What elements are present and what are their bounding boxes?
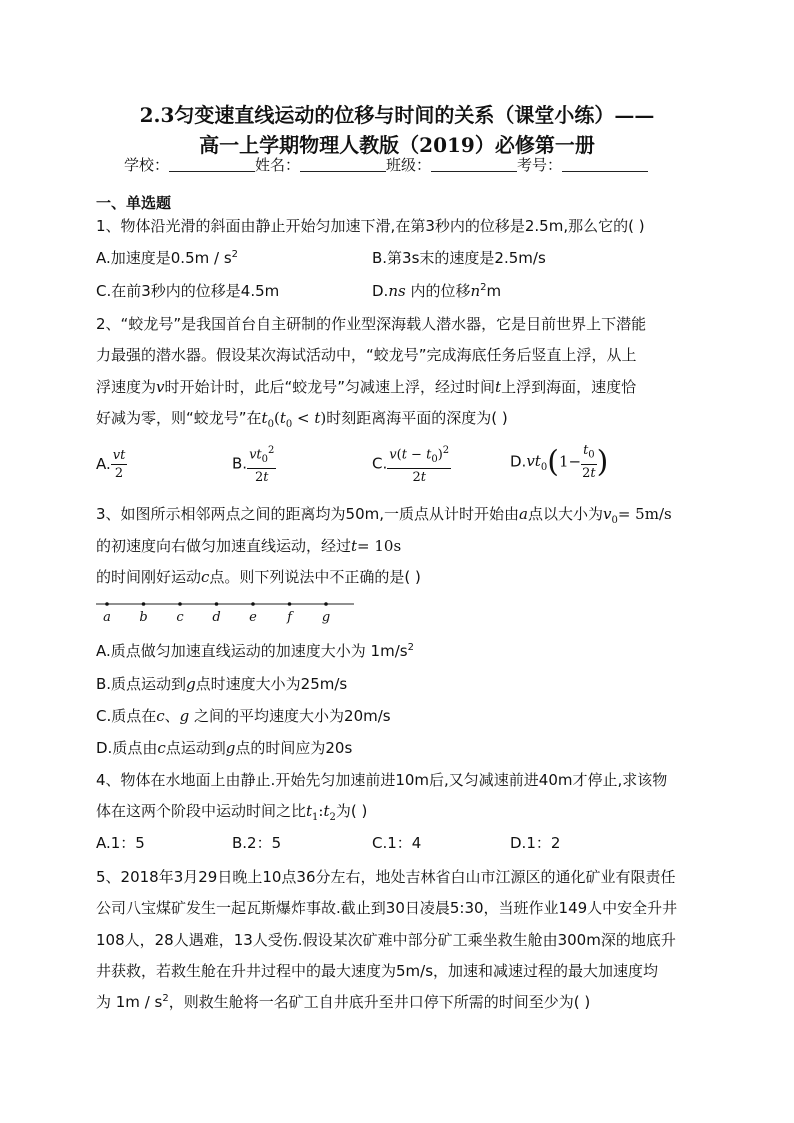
q4-ratio-expression: $t_1:t_2$ (306, 802, 336, 823)
diagram-point-f (288, 602, 292, 606)
q1-option-b[interactable]: B.第3s末的速度是2.5m/s (372, 249, 546, 267)
diagram-point-a (105, 602, 109, 606)
q4-line1: 4、物体在水地面上由静止.开始先匀加速前进10m后,又匀减速前进40m才停止,求该物 (96, 771, 668, 789)
school-label: 学校： (124, 156, 170, 174)
q5-line5: 为 $1m / s^2$，则救生舱将一名矿工自井底升至井口停下所需的时间至少为( ) (96, 993, 591, 1011)
q2-formula-a: $\frac{vt}{2}$ (112, 448, 126, 481)
q4-option-d[interactable]: D.1：2 (510, 834, 561, 852)
page-title-line1: 2.3匀变速直线运动的位移与时间的关系（课堂小练）—— (139, 103, 655, 127)
student-info-row (124, 154, 648, 175)
diagram-label-f: f (287, 610, 292, 625)
diagram-point-e (251, 602, 255, 606)
q3-option-c[interactable]: C.质点在c、g 之间的平均速度大小为20m/s (96, 707, 391, 725)
diagram-point-b (142, 602, 146, 606)
q2-line1: 2、“蛟龙号”是我国首台自主研制的作业型深海载人潜水器，它是目前世界上下潜能 (96, 315, 647, 333)
page-title-line2: 高一上学期物理人教版（2019）必修第一册 (199, 133, 595, 157)
q2-formula-b: $\frac{vt_0^2}{2t}$ (247, 442, 276, 486)
diagram-point-g (324, 602, 328, 606)
q4-line2: 体在这两个阶段中运动时间之比$t_1:t_2$为( ) (96, 802, 368, 823)
diagram-label-c: c (176, 610, 184, 625)
q3-line3: 的时间刚好运动c点。则下列说法中不正确的是( ) (96, 568, 421, 586)
v0-symbol: $v_0$ (602, 505, 618, 526)
q5-line2: 公司八宝煤矿发生一起瓦斯爆炸事故.截止到30日凌晨5:30，当班作业149人中安全升井 (96, 899, 678, 917)
name-label: 姓名： (255, 156, 301, 174)
diagram-label-b: b (139, 610, 148, 625)
q1-option-d[interactable]: D.ns 内的位移$n^2m$ (372, 282, 502, 300)
q2-time-expression: $t_0(t_0 < t)$ (261, 409, 327, 430)
q3-option-b[interactable]: B.质点运动到g点时速度大小为25m/s (96, 675, 348, 693)
q4-option-a[interactable]: A.1：5 (96, 834, 145, 852)
diagram-label-e: e (249, 610, 257, 625)
q2-formula-c: $\frac{v(t - t_0)^2}{2t}$ (387, 442, 451, 486)
q2-option-a[interactable]: A. $\frac{vt}{2}$ (96, 448, 126, 481)
diagram-label-d: d (212, 610, 221, 625)
q2-option-d[interactable]: $D.vt_0(1-$ $\frac{t_0}{2t}$ ) (510, 443, 609, 481)
q1-option-c[interactable]: C.在前3秒内的位移是4.5m (96, 282, 280, 300)
q2-line3: 浮速度为v时开始计时，此后“蛟龙号”匀减速上浮，经过时间t上浮到海面，速度恰 (96, 378, 637, 396)
diagram-point-c (178, 602, 182, 606)
q5-line3: 108人，28人遇难，13人受伤.假设某次矿难中部分矿工乘坐救生舱由300m深的地底升 (96, 931, 676, 949)
q2-formula-d: $vt_0$ (526, 452, 548, 474)
diagram-label-g: g (321, 610, 331, 625)
q4-option-b[interactable]: B.2：5 (232, 834, 282, 852)
exam-no-label: 考号： (517, 156, 563, 174)
diagram-point-d (215, 602, 219, 606)
q1-option-a[interactable]: A.加速度是$0.5m / s^2$ (96, 249, 239, 267)
exam-no-blank[interactable] (562, 157, 648, 172)
q2-line4: 好减为零，则“蛟龙号”在$t_0(t_0 < t)$时刻距离海平面的深度为( ) (96, 409, 508, 430)
q2-option-c[interactable]: C. $\frac{v(t - t_0)^2}{2t}$ (372, 442, 451, 486)
q3-option-d[interactable]: D.质点由c点运动到g点的时间应为20s (96, 739, 353, 757)
q1-stem: 1、物体沿光滑的斜面由静止开始匀加速下滑,在第3秒内的位移是2.5m,那么它的( ) (96, 217, 645, 235)
q3-line2: 的初速度向右做匀加速直线运动，经过t= 10s (96, 537, 402, 555)
school-blank[interactable] (169, 157, 255, 172)
q2-line2: 力最强的潜水器。假设某次海试活动中，“蛟龙号”完成海底任务后竖直上浮，从上 (96, 346, 637, 364)
q3-option-a[interactable]: A.质点做匀加速直线运动的加速度大小为 $1m/s^2$ (96, 642, 414, 660)
section-heading: 一、单选题 (96, 194, 172, 212)
class-label: 班级： (386, 156, 432, 174)
class-blank[interactable] (431, 157, 517, 172)
diagram-label-a: a (103, 610, 111, 625)
q5-line4: 井获救，若救生舱在升井过程中的最大速度为5m/s，加速和减速过程的最大加速度均 (96, 962, 659, 980)
q5-line1: 5、2018年3月29日晚上10点36分左右，地处吉林省白山市江源区的通化矿业有限责任 (96, 868, 676, 886)
q3-line1: 3、如图所示相邻两点之间的距离均为50m,一质点从计时开始由a点以大小为$v_0= 5m/s$ (96, 505, 672, 526)
q3-point-diagram (92, 596, 358, 626)
q4-option-c[interactable]: C.1：4 (372, 834, 422, 852)
name-blank[interactable] (300, 157, 386, 172)
q2-option-b[interactable]: B. $\frac{vt_0^2}{2t}$ (232, 442, 276, 486)
